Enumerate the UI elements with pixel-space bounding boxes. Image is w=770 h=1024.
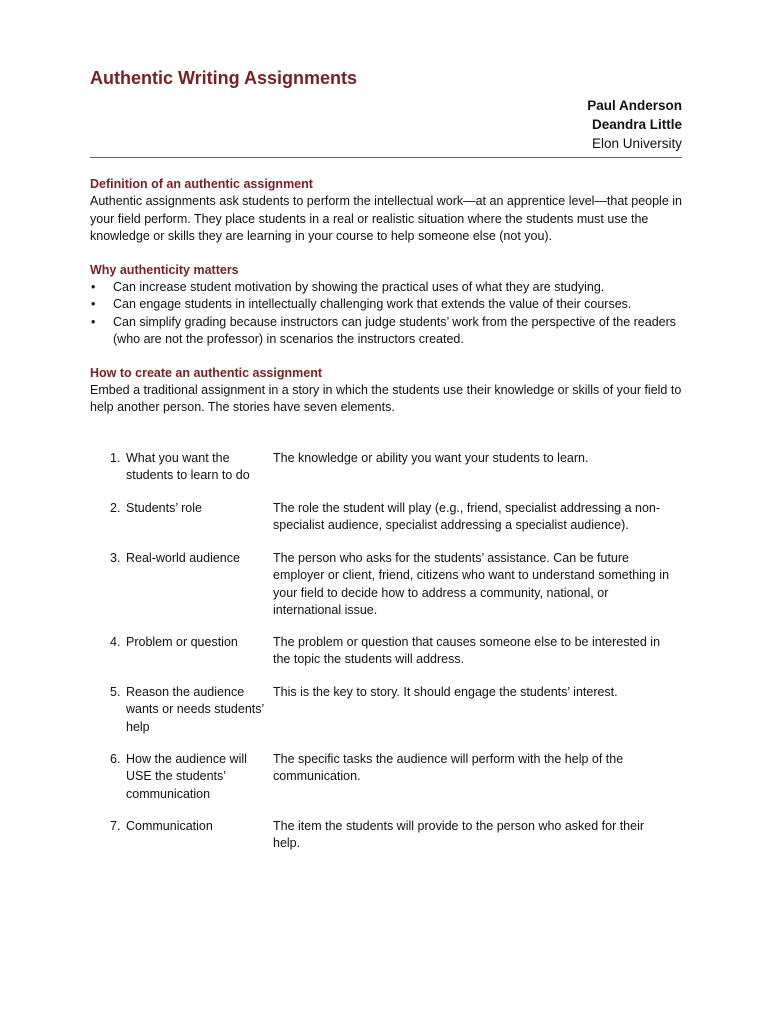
element-number: 3. bbox=[110, 550, 121, 565]
elements-list bbox=[90, 450, 682, 858]
element-row bbox=[90, 450, 682, 500]
element-description: The specific tasks the audience will perform with the help of the communication. bbox=[273, 751, 624, 783]
element-label: Reason the audience wants or needs students’ help bbox=[126, 684, 264, 734]
how-text: Embed a traditional assignment in a story in which the students use their knowledge or skills of your field to help another person. The stories have seven elements. bbox=[90, 382, 682, 414]
element-row bbox=[90, 818, 682, 858]
element-row bbox=[90, 550, 682, 634]
element-description: The knowledge or ability you want your students to learn. bbox=[273, 450, 589, 465]
element-label: Problem or question bbox=[126, 634, 238, 649]
element-number: 6. bbox=[110, 751, 121, 766]
why-bullet-list bbox=[90, 279, 682, 349]
element-label: How the audience will USE the students’ communication bbox=[126, 751, 247, 801]
element-description: The role the student will play (e.g., friend, specialist addressing a non-specialist audience, specialist addressing a specialist audience). bbox=[273, 500, 661, 532]
section-heading-definition: Definition of an authentic assignment bbox=[90, 177, 313, 191]
bullet-icon: • bbox=[91, 297, 96, 311]
list-item: • Can engage students in intellectually challenging work that extends the value of their courses. bbox=[90, 296, 682, 314]
list-item: • Can increase student motivation by showing the practical uses of what they are studying. bbox=[90, 279, 682, 297]
definition-text: Authentic assignments ask students to perform the intellectual work—at an apprentice level—that people in your field perform. They place students in a real or realistic situation where the students must use the knowledge or skills they are learning in your course to help someone else (not you). bbox=[90, 194, 682, 243]
element-number: 5. bbox=[110, 684, 121, 699]
element-number: 1. bbox=[110, 450, 121, 465]
element-number: 2. bbox=[110, 500, 121, 515]
section-heading-why: Why authenticity matters bbox=[90, 262, 239, 277]
bullet-icon: • bbox=[91, 279, 96, 294]
element-description: This is the key to story. It should engage the students’ interest. bbox=[273, 684, 618, 699]
element-label: Communication bbox=[126, 818, 213, 833]
element-label: Real-world audience bbox=[126, 550, 240, 565]
element-row bbox=[90, 751, 682, 818]
element-row bbox=[90, 634, 682, 684]
author-name: Deandra Little bbox=[591, 117, 682, 132]
author-name: Paul Anderson bbox=[587, 98, 682, 113]
document-page bbox=[90, 66, 682, 858]
section-heading-how: How to create an authentic assignment bbox=[90, 365, 322, 380]
element-description: The person who asks for the students’ assistance. Can be future employer or client, friend, citizens who want to understand something in your field to decide how to address a community, national, or international issue. bbox=[273, 550, 670, 617]
element-label: What you want the students to learn to do bbox=[126, 450, 250, 482]
element-number: 7. bbox=[110, 818, 121, 833]
element-label: Students’ role bbox=[126, 500, 202, 515]
document-title: Authentic Writing Assignments bbox=[90, 68, 358, 88]
element-row bbox=[90, 500, 682, 550]
element-number: 4. bbox=[110, 634, 121, 649]
author-block bbox=[90, 96, 682, 153]
bullet-icon: • bbox=[91, 314, 96, 329]
element-row bbox=[90, 684, 682, 751]
element-description: The problem or question that causes someone else to be interested in the topic the students will address. bbox=[273, 634, 661, 666]
institution: Elon University bbox=[591, 136, 682, 151]
element-description: The item the students will provide to the person who asked for their help. bbox=[273, 818, 645, 850]
divider bbox=[90, 157, 682, 158]
list-item: • Can simplify grading because instructors can judge students’ work from the perspective of the readers (who are not the professor) in scenarios the instructors created. bbox=[91, 314, 677, 346]
